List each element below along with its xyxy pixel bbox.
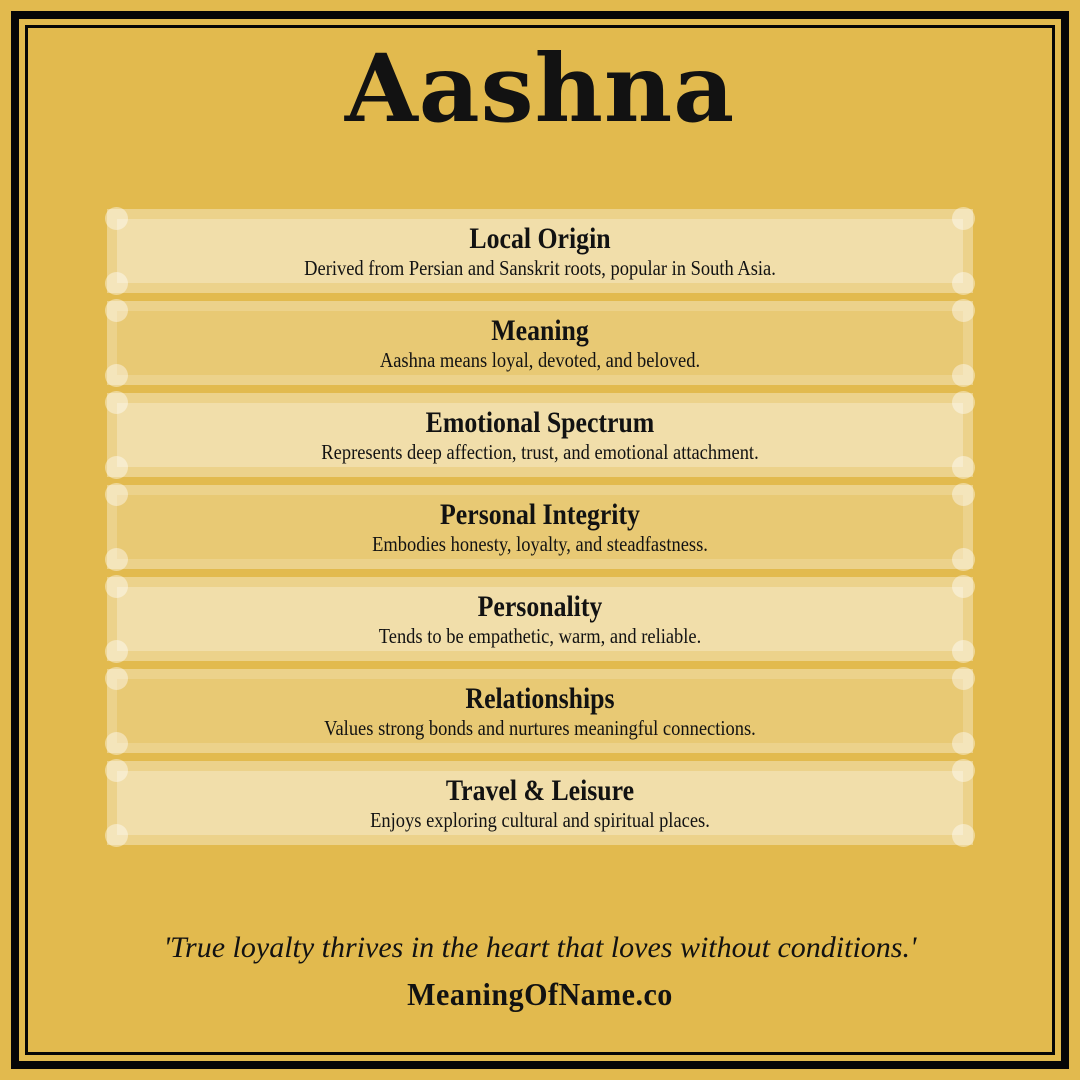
corner-dot bbox=[952, 824, 975, 847]
corner-dot bbox=[105, 575, 128, 598]
section-description: Values strong bonds and nurtures meaningful connections. bbox=[324, 716, 756, 740]
brand-name: MeaningOfName.co bbox=[407, 976, 673, 1012]
corner-dot bbox=[952, 640, 975, 663]
section-heading: Relationships bbox=[465, 682, 615, 715]
corner-dot bbox=[105, 824, 128, 847]
section-description: Aashna means loyal, devoted, and beloved. bbox=[379, 348, 701, 372]
section-description: Embodies honesty, loyalty, and steadfastness. bbox=[372, 532, 708, 556]
corner-dot bbox=[952, 483, 975, 506]
section-card-personal-integrity bbox=[107, 485, 973, 569]
corner-dot bbox=[952, 364, 975, 387]
corner-dot bbox=[105, 483, 128, 506]
section-heading: Travel & Leisure bbox=[445, 774, 635, 807]
section-heading: Personal Integrity bbox=[440, 498, 640, 531]
corner-dot bbox=[952, 391, 975, 414]
quote-text: 'True loyalty thrives in the heart that loves without conditions.' bbox=[163, 931, 917, 964]
corner-dot bbox=[952, 732, 975, 755]
corner-dot bbox=[105, 456, 128, 479]
page-title: Aashna bbox=[344, 34, 736, 144]
sections-list bbox=[107, 209, 973, 853]
section-card-travel-leisure bbox=[107, 761, 973, 845]
section-card-local-origin bbox=[107, 209, 973, 293]
section-description: Enjoys exploring cultural and spiritual places. bbox=[370, 808, 710, 832]
corner-dot bbox=[952, 299, 975, 322]
corner-dot bbox=[105, 207, 128, 230]
corner-dot bbox=[952, 207, 975, 230]
section-description: Tends to be empathetic, warm, and reliable. bbox=[378, 624, 702, 648]
corner-dot bbox=[105, 759, 128, 782]
corner-dot bbox=[105, 272, 128, 295]
corner-dot bbox=[105, 391, 128, 414]
corner-dot bbox=[952, 456, 975, 479]
corner-dot bbox=[105, 667, 128, 690]
corner-dot bbox=[105, 732, 128, 755]
corner-dot bbox=[952, 272, 975, 295]
section-heading: Emotional Spectrum bbox=[425, 406, 655, 439]
corner-dot bbox=[952, 759, 975, 782]
corner-dot bbox=[952, 548, 975, 571]
section-card-personality bbox=[107, 577, 973, 661]
section-heading: Meaning bbox=[491, 314, 589, 347]
corner-dot bbox=[952, 667, 975, 690]
section-description: Represents deep affection, trust, and emotional attachment. bbox=[321, 440, 759, 464]
corner-dot bbox=[105, 640, 128, 663]
section-heading: Local Origin bbox=[469, 222, 611, 255]
section-heading: Personality bbox=[477, 590, 603, 623]
corner-dot bbox=[105, 299, 128, 322]
section-card-relationships bbox=[107, 669, 973, 753]
corner-dot bbox=[105, 548, 128, 571]
section-card-meaning bbox=[107, 301, 973, 385]
corner-dot bbox=[105, 364, 128, 387]
corner-dot bbox=[952, 575, 975, 598]
section-description: Derived from Persian and Sanskrit roots, popular in South Asia. bbox=[304, 256, 776, 280]
section-card-emotional-spectrum bbox=[107, 393, 973, 477]
